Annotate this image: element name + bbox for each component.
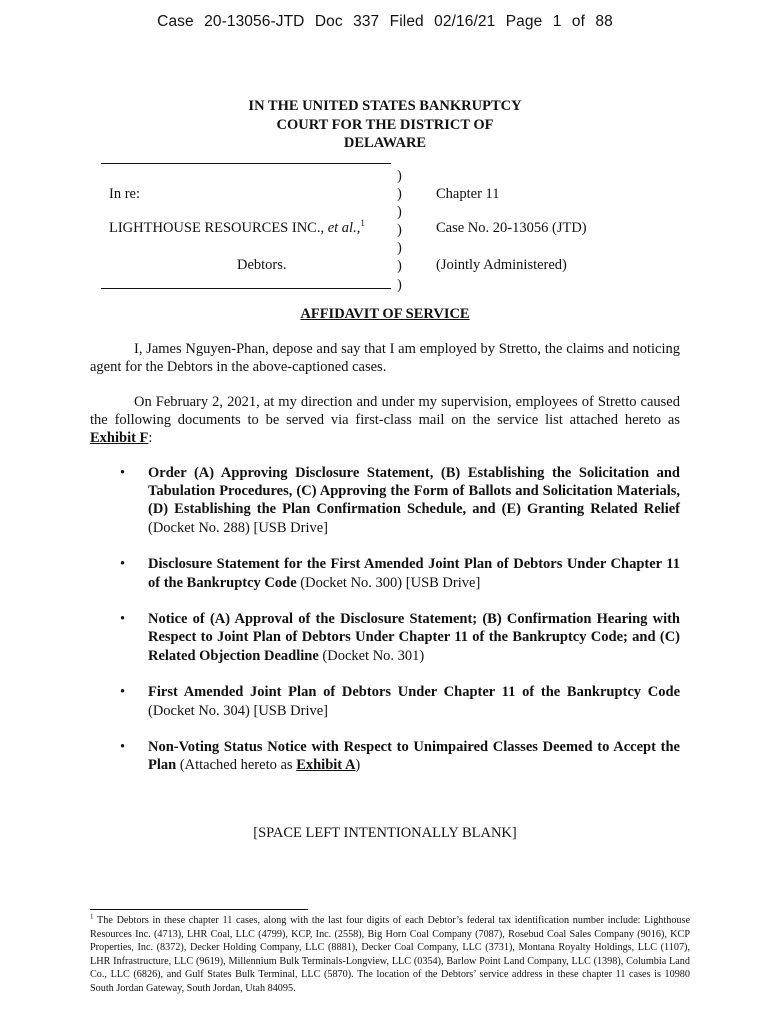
bullet-dot: • [120, 465, 126, 481]
caption-in-re: In re: [109, 186, 140, 202]
footnote-text: The Debtors in these chapter 11 cases, along with the last four digits of each Debtor’s federal tax identification number include: Lighthouse Resources Inc. (4713), LHR Coal, LLC (4799), KCP, Inc. (2558), Big Horn Coal Company (7087), Rosebud Coal Sales Company (9016), KCP Properties, Inc. (8372), Decker Holding Company, LLC (8881), Decker Coal Company, LLC (3731), Montana Royalty Holdings, LLC (1107), LHR Infrastructure, LLC (9619), Millennium Bulk Terminals-Longview, LLC (0354), Barlow Point Land Company, LLC (1398), Columbia Land Co., LLC (6826), and Gulf States Bulk Terminal, LLC (5870). The location of the Debtors’ service address in these chapter 11 cases is 10980 South Jordan Gateway, South Jordan, Utah 84095. [90, 915, 690, 994]
court-heading-line-3: DELAWARE [343, 135, 427, 151]
exhibit-f-reference: Exhibit F [90, 430, 149, 446]
list-item [120, 464, 680, 537]
document-title: AFFIDAVIT OF SERVICE [300, 306, 470, 322]
docket-info: (Docket No. 300) [USB Drive] [296, 574, 481, 591]
list-item [120, 683, 680, 719]
served-documents-list [120, 464, 680, 793]
footnote-mark: 1 [90, 912, 94, 921]
document-name: Order (A) Approving Disclosure Statement, (B) Establishing the Solicitation and Tabulation Procedures, (C) Approving the Form of Ballots and Solicitation Materials, (D) Establishing the Plan Confirmation Schedule, and (E) Granting Related Relief [148, 465, 680, 518]
paragraph-1-text: I, James Nguyen-Phan, depose and say that I am employed by Stretto, the claims and noticing agent for the Debtors in the above-captioned cases. [90, 341, 680, 375]
list-item [120, 555, 680, 591]
et-al: et al., [327, 220, 361, 236]
caption-parentheses: ) ) ) ) ) ) ) [397, 168, 402, 293]
court-heading-line-2: COURT FOR THE DISTRICT OF [276, 116, 494, 133]
document-name: Notice of (A) Approval of the Disclosure Statement; (B) Confirmation Hearing with Respect to Joint Plan of Debtors Under Chapter 11 of the Bankruptcy Code; and (C) Related Objection Deadline [148, 611, 680, 664]
space-left-blank-notice: [SPACE LEFT INTENTIONALLY BLANK] [253, 825, 517, 841]
bullet-dot: • [120, 611, 126, 628]
exhibit-a-reference: Exhibit A [296, 757, 356, 774]
court-heading [0, 97, 770, 153]
docket-info: (Docket No. 304) [USB Drive] [148, 702, 329, 719]
caption-debtor-name [109, 220, 365, 237]
debtor-name: LIGHTHOUSE RESOURCES INC., [109, 220, 325, 236]
paragraph-2-text: On February 2, 2021, at my direction and under my supervision, employees of Stretto caused the following documents to be served via first-class mail on the service list attached hereto as [90, 394, 680, 428]
footnote-ref: 1 [360, 218, 365, 229]
docket-info: (Attached hereto as [176, 757, 297, 774]
bullet-dot: • [120, 684, 126, 701]
court-heading-line-1: IN THE UNITED STATES BANKRUPTCY [248, 98, 522, 114]
caption-top-rule [101, 163, 391, 164]
case-caption [101, 163, 661, 293]
caption-chapter: Chapter 11 [436, 186, 500, 202]
list-item: • Non-Voting Status Notice with Respect to Unimpaired Classes Deemed to Accept the Plan (Attached hereto as Exhibit A) [120, 739, 680, 774]
docket-info: (Docket No. 288) [USB Drive] [148, 519, 329, 536]
caption-case-number: Case No. 20-13056 (JTD) [436, 220, 587, 236]
paragraph-2: On February 2, 2021, at my direction and under my supervision, employees of Stretto caused the following documents to be served via first-class mail on the service list attached hereto as Exhibit F: [90, 394, 680, 446]
document-name: Disclosure Statement for the First Amended Joint Plan of Debtors Under Chapter 11 of the Bankruptcy Code [148, 556, 680, 591]
footnote-rule [90, 909, 308, 910]
list-item [120, 610, 680, 665]
caption-jointly-administered: (Jointly Administered) [436, 257, 567, 273]
case-header-stamp: Case 20-13056-JTD Doc 337 Filed 02/16/21 Page 1 of 88 [157, 13, 613, 30]
caption-bottom-rule [101, 288, 391, 289]
docket-info: (Docket No. 301) [318, 647, 425, 664]
bullet-dot: • [120, 556, 126, 573]
paragraph-1 [90, 340, 680, 376]
document-name: First Amended Joint Plan of Debtors Under Chapter 11 of the Bankruptcy Code [148, 684, 680, 701]
bullet-dot: • [120, 739, 126, 756]
footnote [90, 914, 690, 996]
document-name: Non-Voting Status Notice with Respect to Unimpaired Classes Deemed to Accept the Plan [148, 739, 680, 774]
caption-debtors-label: Debtors. [237, 257, 287, 273]
